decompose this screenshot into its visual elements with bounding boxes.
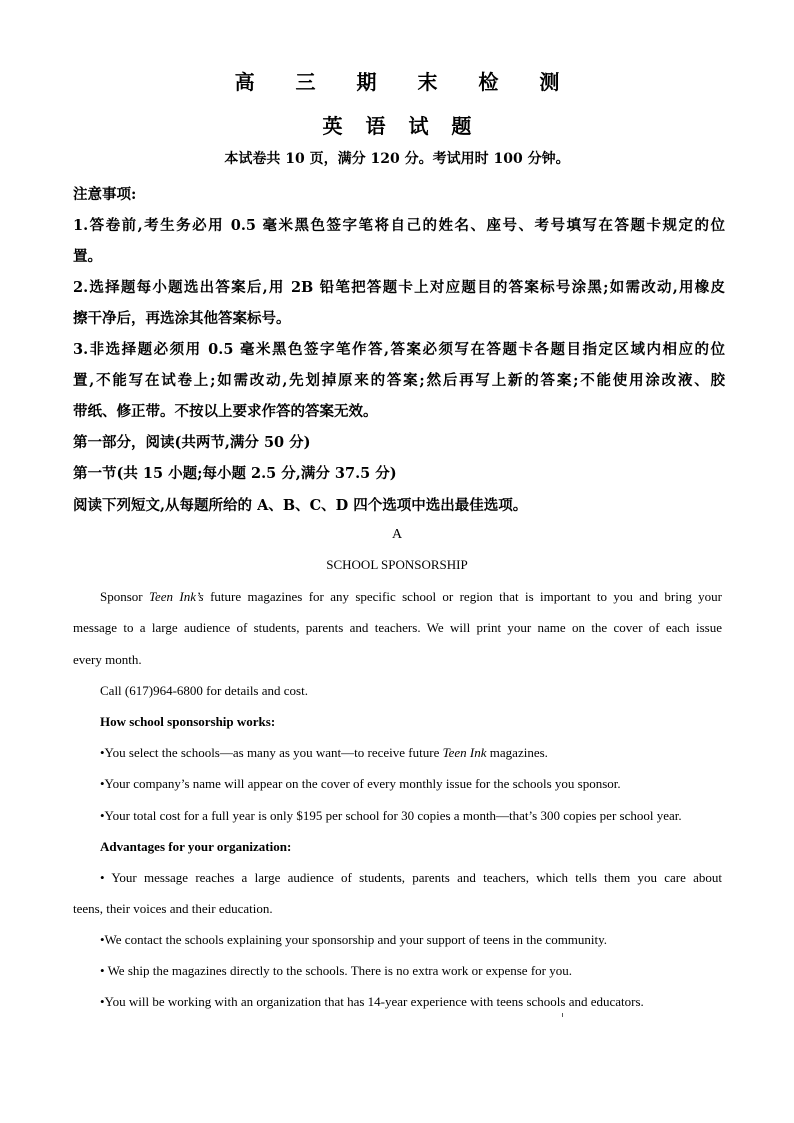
part-heading: 第一部分，阅读(共两节,满分 50 分) [73,434,311,451]
stray-mark [562,1013,563,1017]
passage-paragraph-1-line-3: every month. [73,652,142,667]
contact-line: Call (617)964-6800 for details and cost. [100,683,308,698]
magazine-name: Teen Ink [442,745,487,760]
note-3-line-2: 置,不能写在试卷上;如需改动,先划掉原来的答案;然后再写上新的答案;不能使用涂改液、胶 [73,372,725,389]
advantage-item-3: • We ship the magazines directly to the schools. There is no extra work or expense for you. [100,963,572,978]
advantage-item-2: •We contact the schools explaining your sponsorship and your support of teens in the community. [100,932,608,947]
passage-paragraph-1-line-2: message to a large audience of students, parents and teachers. We will print your name on the cover of each issue [73,620,722,635]
text-run: •You select the schools—as many as you want—to receive future [100,745,443,760]
how-item-2: •Your company’s name will appear on the cover of every monthly issue for the schools you sponsor. [100,776,621,791]
advantage-item-4: •You will be working with an organization that has 14-year experience with teens schools and educators. [100,994,644,1009]
text-run: magazines. [486,745,548,760]
passage-title: SCHOOL SPONSORSHIP [326,557,468,572]
advantage-item-1-line-2: teens, their voices and their education. [73,901,273,916]
text-run: Sponsor [100,589,149,604]
exam-subject-title: 英 语 试 题 [322,114,480,138]
text-run: future magazines for any specific school or region that is important to you and bring your [203,589,722,604]
notes-heading: 注意事项: [73,186,137,203]
note-2-line-1: 2.选择题每小题选出答案后,用 2B 铅笔把答题卡上对应题目的答案标号涂黑;如需改动,用橡皮 [73,279,725,296]
advantage-item-1-line-1: • Your message reaches a large audience of students, parents and teachers, which tells them you care about [100,870,722,885]
advantages-heading: Advantages for your organization: [100,839,292,854]
how-item-1 [100,745,548,761]
note-2-line-2: 擦干净后，再选涂其他答案标号。 [73,310,291,327]
note-3-line-3: 带纸、修正带。不按以上要求作答的答案无效。 [73,403,378,420]
passage-paragraph-1-line-1 [100,589,722,605]
note-3-line-1: 3.非选择题必须用 0.5 毫米黑色签字笔作答,答案必须写在答题卡各题目指定区域内相应的位 [73,341,725,358]
passage-letter: A [391,527,403,542]
how-item-3: •Your total cost for a full year is only $195 per school for 30 copies a month—that’s 300 copies per school year. [100,808,682,823]
page-title: 高 三 期 末 检 测 [234,70,577,94]
magazine-name: Teen Ink’s [148,589,204,604]
note-1-line-1: 1.答卷前,考生务必用 0.5 毫米黑色签字笔将自己的姓名、座号、考号填写在答题卡规定的位 [73,217,725,234]
exam-info: 本试卷共 10 页，满分 120 分。考试用时 100 分钟。 [224,151,570,167]
section-heading: 第一节(共 15 小题;每小题 2.5 分,满分 37.5 分) [73,465,397,482]
section-instruction: 阅读下列短文,从每题所给的 A、B、C、D 四个选项中选出最佳选项。 [73,497,528,514]
note-1-line-2: 置。 [73,248,102,265]
how-it-works-heading: How school sponsorship works: [100,714,276,729]
